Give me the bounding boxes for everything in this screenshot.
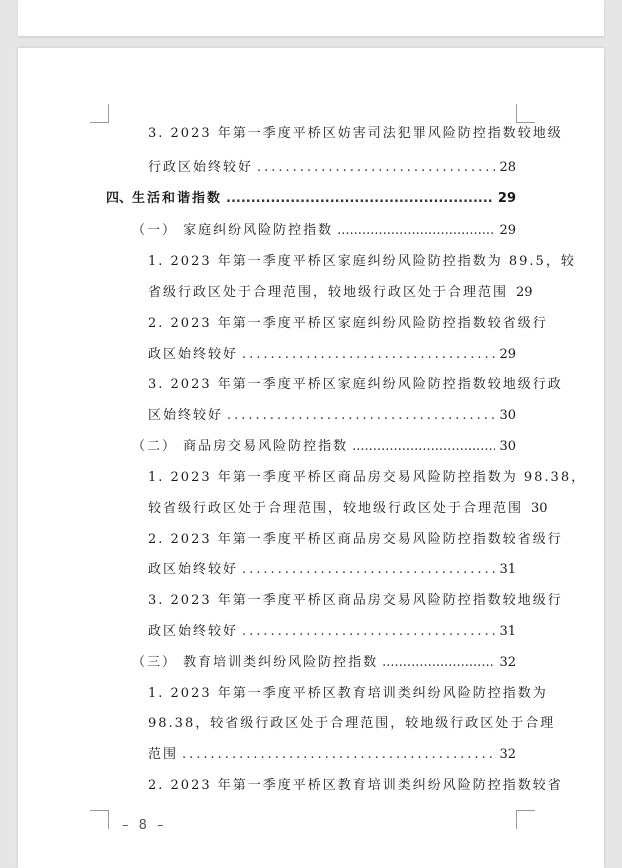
toc-entry-text: 较省级行政区处于合理范围，较地级行政区处于合理范围 [148,501,524,516]
toc-entry-text: 98.38，较省级行政区处于合理范围，较地级行政区处于合理 [148,716,556,731]
toc-entry[interactable] [148,160,516,176]
toc-entry[interactable] [148,126,563,142]
toc-page-number: 30 [499,439,516,454]
toc-entry[interactable] [148,316,548,332]
dot-leader [227,408,495,424]
toc-entry-text: （一） 家庭纠纷风险防控指数 [132,223,334,238]
toc-entry-text: 生活和谐指数 [132,191,223,206]
toc-page-number: 29 [499,223,516,238]
toc-subsection[interactable] [132,655,516,671]
document-page [18,48,604,868]
dot-leader [226,191,494,207]
toc-entry-text: 3. 2023 年第一季度平桥区家庭纠纷风险防控指数较地级行政 [148,377,563,392]
toc-section[interactable] [106,191,516,207]
toc-page-number: 29 [499,347,516,362]
dot-leader [257,160,495,176]
toc-page-number: 29 [497,191,516,206]
dot-leader [242,624,495,640]
toc-entry[interactable] [148,408,516,424]
toc-entry[interactable] [148,532,563,548]
toc-page-number: 31 [499,562,516,577]
toc-entry[interactable] [148,562,516,578]
dot-leader [337,223,495,239]
toc-entry[interactable] [148,285,533,301]
toc-entry[interactable] [148,501,548,517]
toc-entry[interactable] [148,747,516,763]
toc-entry-text: 政区始终较好 [148,347,239,362]
toc-entry[interactable] [148,716,556,732]
toc-entry-text: 区始终较好 [148,408,224,423]
toc-entry-text: 政区始终较好 [148,624,239,639]
crop-mark-top-left [90,104,109,123]
dot-leader [182,747,495,763]
toc-entry-text: 1. 2023 年第一季度平桥区商品房交易风险防控指数为 98.38， [148,470,587,485]
toc-page-number: 31 [499,624,516,639]
toc-entry-text: 1. 2023 年第一季度平桥区教育培训类纠纷风险防控指数为 [148,686,548,701]
toc-page-number: 32 [499,655,516,670]
page-number: – 8 – [122,818,167,833]
toc-entry[interactable] [148,347,516,363]
dot-leader [382,655,495,671]
previous-page-bottom [18,0,604,36]
toc-entry-text: 1. 2023 年第一季度平桥区家庭纠纷风险防控指数为 89.5，较 [148,254,576,269]
dot-leader [352,439,495,455]
toc-entry-text: 省级行政区处于合理范围，较地级行政区处于合理范围 [148,285,509,300]
toc-entry[interactable] [148,377,563,393]
toc-entry[interactable] [148,593,563,609]
toc-entry-text: 政区始终较好 [148,562,239,577]
dot-leader [242,347,495,363]
dot-leader [242,562,495,578]
toc-entry-text: 范围 [148,747,179,762]
toc-entry-text: 行政区始终较好 [148,160,254,175]
toc-section-number: 四、 [106,191,133,206]
toc-page-number: 29 [516,285,533,300]
toc-page-number: 28 [499,160,516,175]
toc-subsection[interactable] [132,223,516,239]
toc-entry-text: （二） 商品房交易风险防控指数 [132,439,349,454]
toc-entry-text: 2. 2023 年第一季度平桥区商品房交易风险防控指数较省级行 [148,532,563,547]
toc-entry-text: 3. 2023 年第一季度平桥区妨害司法犯罪风险防控指数较地级 [148,126,563,141]
toc-page-number: 30 [499,408,516,423]
toc-entry-text: 3. 2023 年第一季度平桥区商品房交易风险防控指数较地级行 [148,593,563,608]
toc-entry[interactable] [148,624,516,640]
toc-entry[interactable] [148,470,587,486]
toc-entry-text: （三） 教育培训类纠纷风险防控指数 [132,655,379,670]
toc-entry-text: 2. 2023 年第一季度平桥区教育培训类纠纷风险防控指数较省 [148,778,563,793]
toc-page-number: 32 [499,747,516,762]
page-footer [18,818,604,838]
toc-entry[interactable] [148,254,576,270]
crop-mark-top-right [516,104,535,123]
toc-page-number: 30 [531,501,548,516]
toc-entry[interactable] [148,686,548,702]
toc-entry[interactable] [148,778,563,794]
toc-entry-text: 2. 2023 年第一季度平桥区家庭纠纷风险防控指数较省级行 [148,316,548,331]
toc-subsection[interactable] [132,439,516,455]
